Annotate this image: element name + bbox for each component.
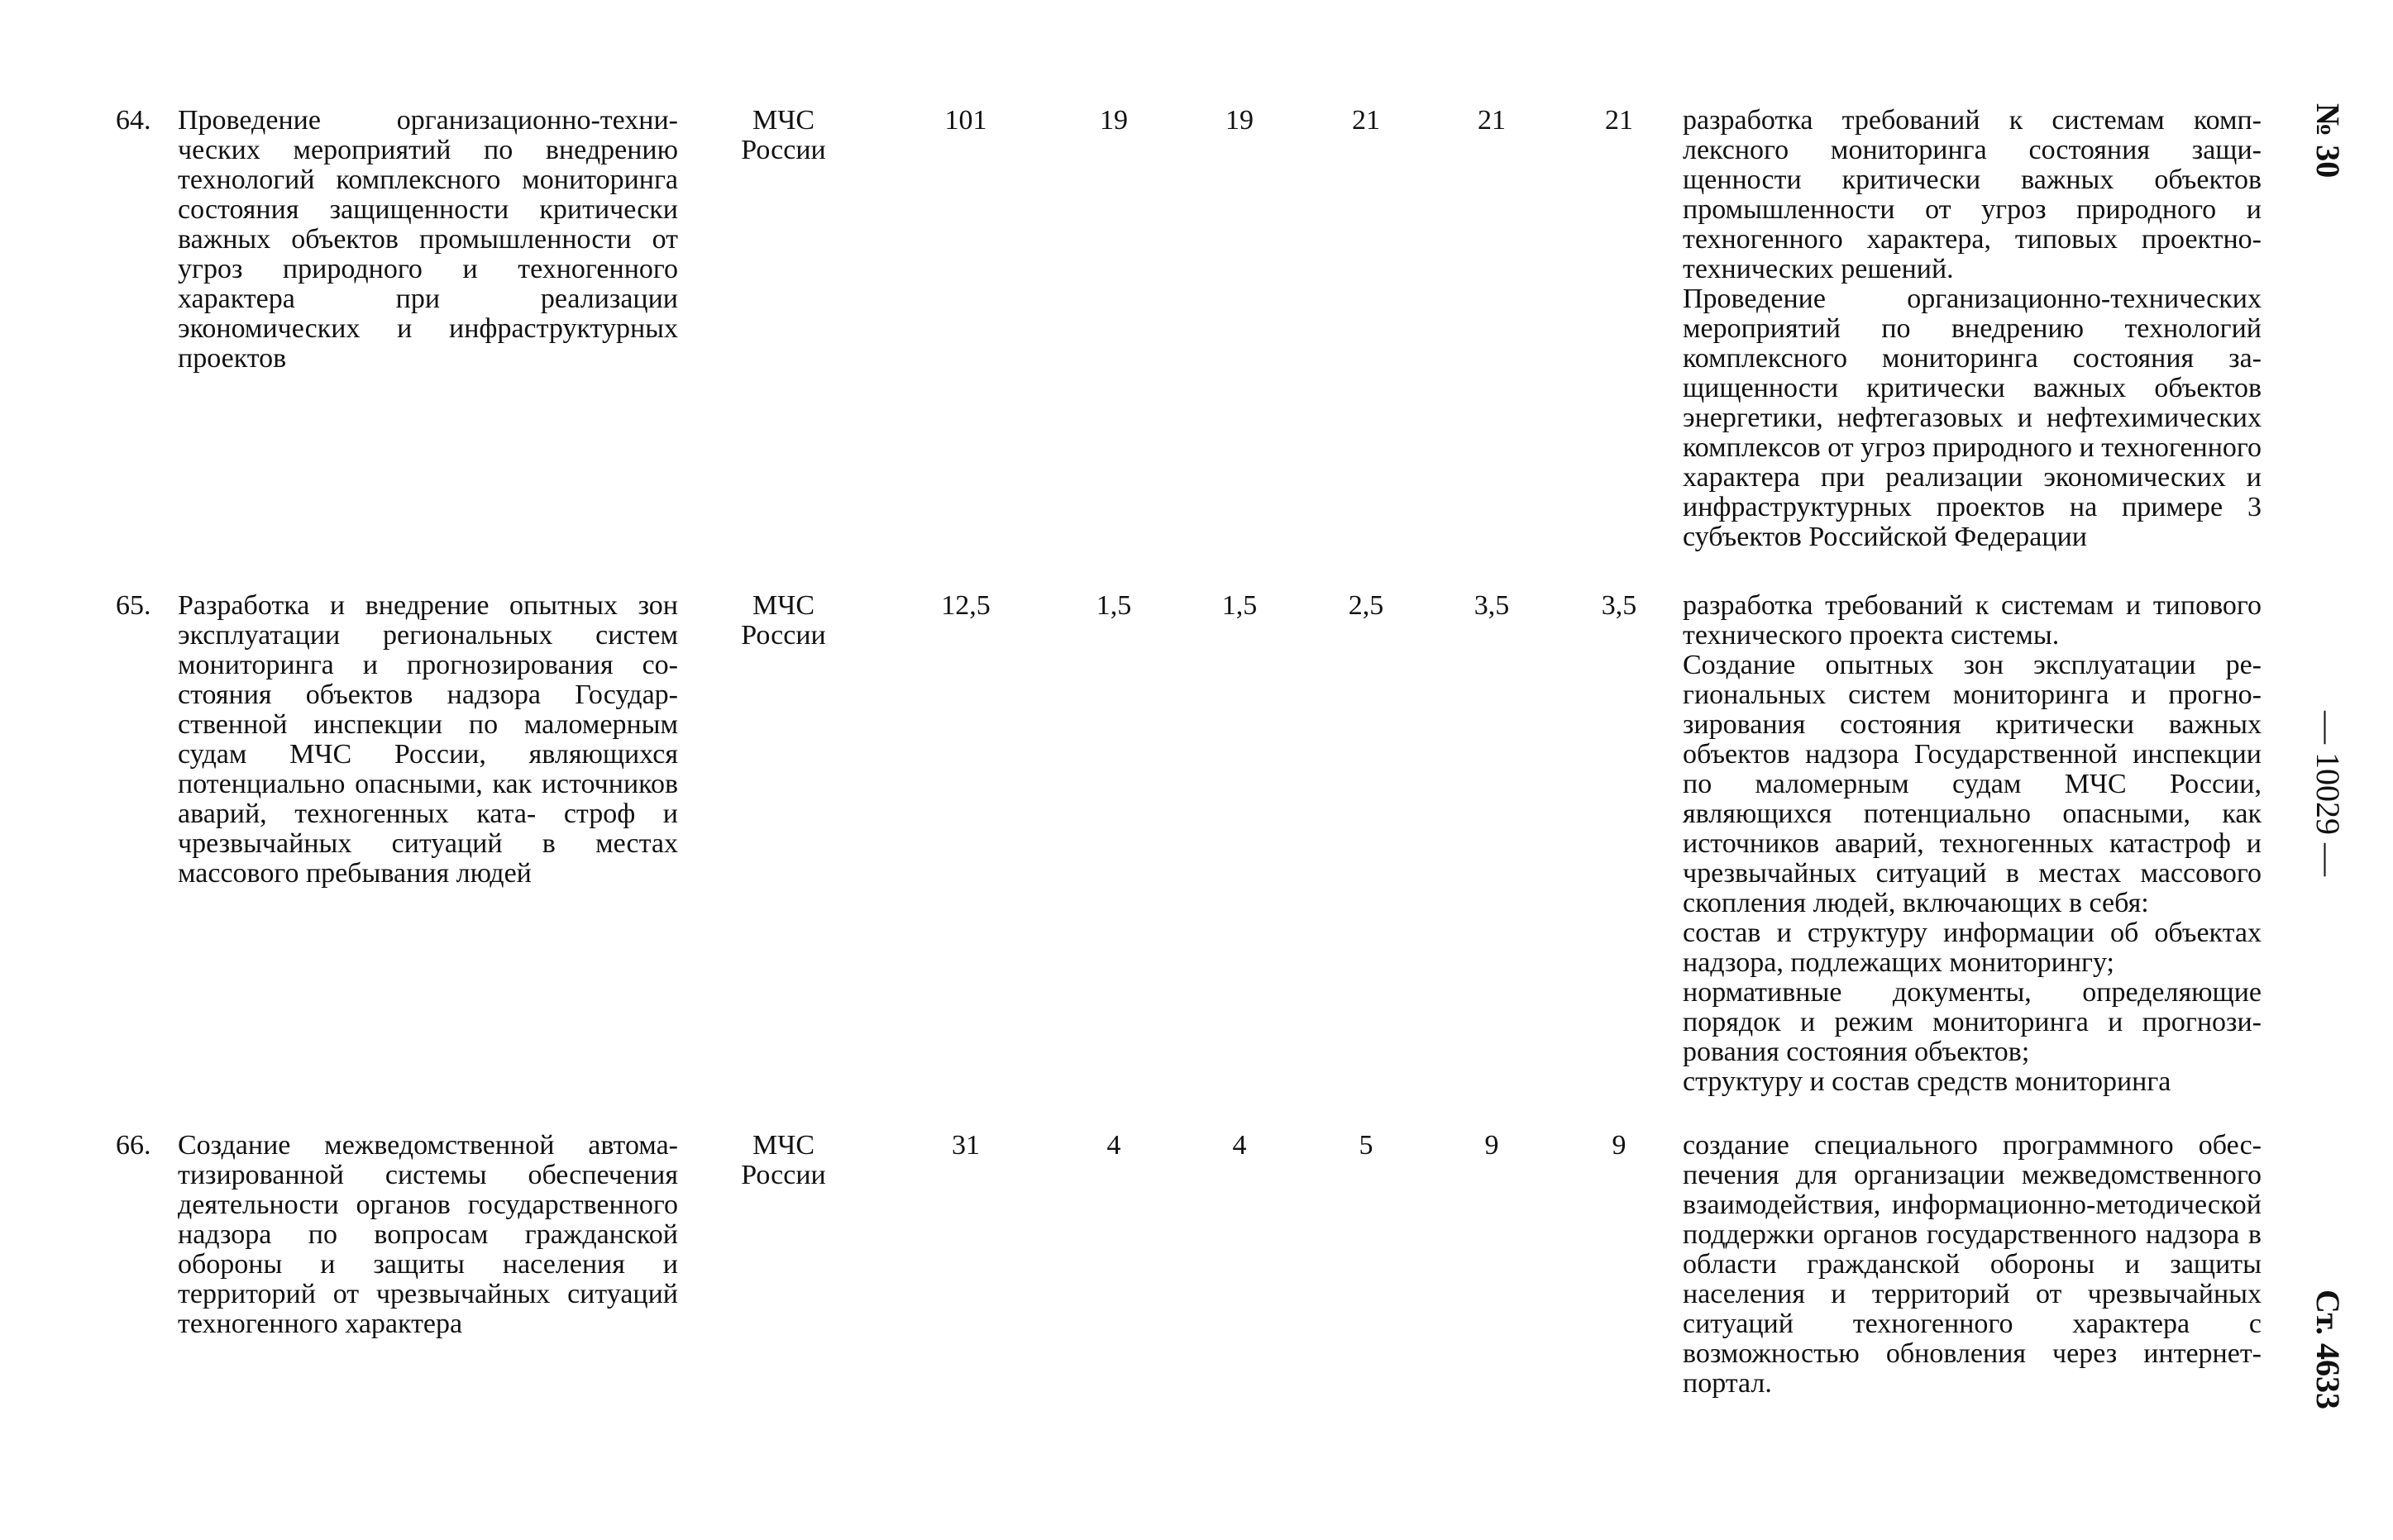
measure-title: Проведение организационно-технических мероприятий по внедрению технологий комплексного мониторинга состояния защищенности критически важных объектов промышленности от угроз природного и техногенного характера при реализации экономических и инфраструктурных проектов [178,105,678,374]
responsible-agency [728,106,839,165]
funding-year-2: 4 [1232,1130,1247,1161]
funding-year-5: 3,5 [1601,590,1637,621]
funding-year-4: 9 [1484,1130,1499,1161]
funding-year-1: 1,5 [1096,590,1132,621]
expected-result [1683,106,2262,552]
funding-year-3: 5 [1359,1130,1373,1161]
funding-year-4: 21 [1478,105,1506,136]
funding-year-1: 4 [1106,1130,1121,1161]
measure-title: Создание межведомственной автоматизированной системы обеспечения деятельности органов государственного надзора по вопросам гражданской обороны и защиты населения и территорий от чрезвычайных ситуаций техногенного характера [178,1130,678,1339]
expected-result [1683,591,2262,1097]
page-number-text: — 10029 — [2309,711,2347,876]
funding-total: 101 [944,105,987,136]
agency-line: МЧС [752,1130,814,1161]
funding-year-5: 9 [1612,1130,1626,1161]
funding-year-4: 3,5 [1474,590,1510,621]
responsible-agency [728,591,839,651]
funding-year-3: 2,5 [1348,590,1384,621]
result-paragraph: состав и структуру информации об объектах надзора, подлежащих мониторингу; [1683,918,2262,978]
issue-number-text: № 30 [2309,103,2347,179]
measure-title: Разработка и внедрение опытных зон эксплуатации региональных систем мониторинга и прогнозирования состояния объектов надзора Государственной инспекции по маломерным судам МЧС России, являющихся потенциально опасными, как источников аварий, техногенных ката- строф и чрезвычайных ситуаций в местах массового пребывания людей [178,590,678,889]
funding-total: 12,5 [941,590,991,621]
result-paragraph: нормативные документы, определяющие порядок и режим мониторинга и прогнозирования состояния объектов; [1683,977,2262,1067]
result-paragraph: создание специального программного обеспечения для организации межведомственного взаимодействия, информационно-методической поддержки органов государственного надзора в области гражданской обороны и защиты населения и территорий от чрезвычайных ситуаций техногенного характера с возможностью обновления через интернет-портал. [1683,1130,2262,1399]
agency-line: России [741,620,826,651]
funding-year-2: 19 [1225,105,1254,136]
agency-line: МЧС [752,590,814,621]
result-paragraph: разработка требований к системам и типового технического проекта системы. [1683,590,2262,651]
funding-total: 31 [952,1130,980,1161]
result-paragraph: структуру и состав средств мониторинга [1683,1066,2171,1097]
funding-year-1: 19 [1100,105,1128,136]
agency-line: России [741,1160,826,1190]
result-paragraph: разработка требований к системам комплексного мониторинга состояния защищенности критически важных объектов промышленности от угроз природного и техногенного характера, типовых проектно-технических решений. [1683,105,2262,284]
funding-year-5: 21 [1605,105,1633,136]
expected-result [1683,1131,2262,1399]
row-number: 66. [116,1130,151,1161]
row-number: 65. [116,590,151,621]
result-paragraph: Проведение организационно-технических мероприятий по внедрению технологий комплексного мониторинга состояния защищенности критически важных объектов энергетики, нефтегазовых и нефтехимических комплексов от угроз природного и техногенного характера при реализации экономических и инфраструктурных проектов на примере 3 субъектов Российской Федерации [1683,284,2262,552]
result-paragraph: Создание опытных зон эксплуатации региональных систем мониторинга и прогнозирования состояния критически важных объектов надзора Государственной инспекции по маломерным судам МЧС России, являющихся потенциально опасными, как источников аварий, техногенных катастроф и чрезвычайных ситуаций в местах массового скопления людей, включающих в себя: [1683,650,2262,918]
row-number: 64. [116,105,151,136]
funding-year-3: 21 [1352,105,1380,136]
agency-line: России [741,135,826,165]
agency-line: МЧС [752,105,814,136]
funding-year-2: 1,5 [1221,590,1258,621]
responsible-agency [728,1131,839,1190]
article-number-text: Ст. 4633 [2309,1290,2347,1409]
